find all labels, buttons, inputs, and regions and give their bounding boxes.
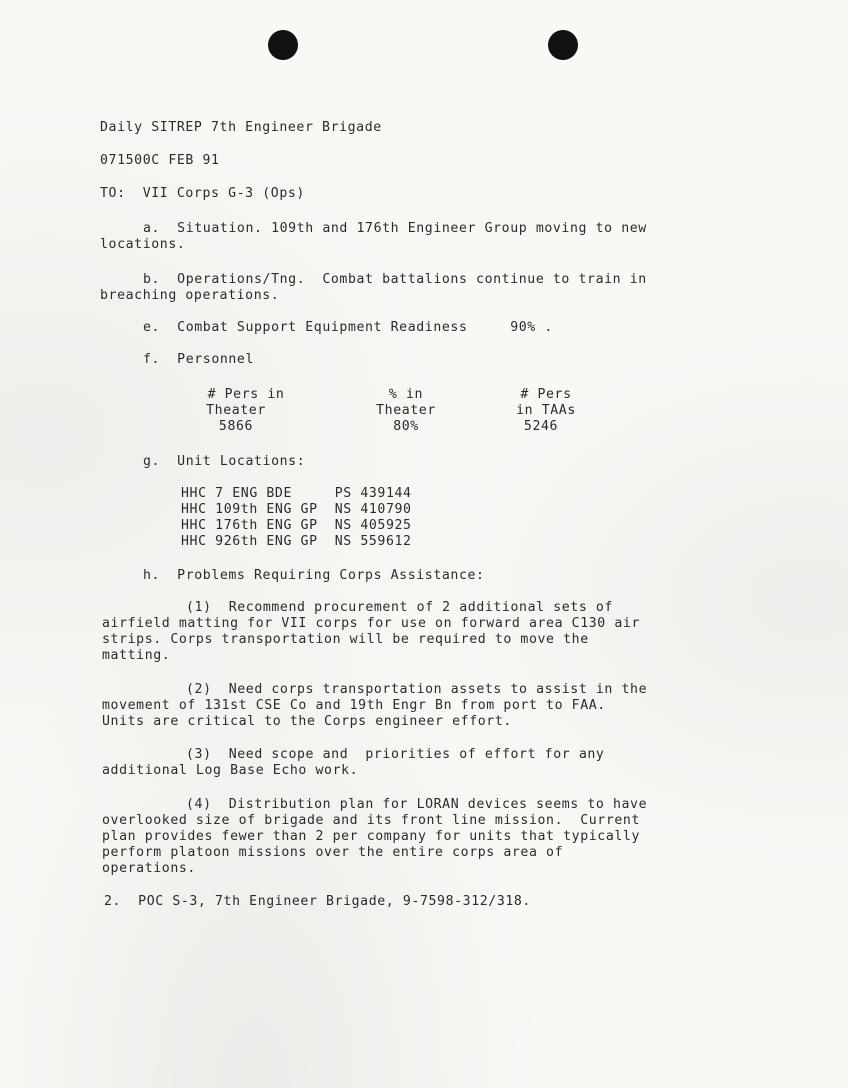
problem-4-line: (4) Distribution plan for LORAN devices seems to have: [186, 797, 648, 812]
personnel-heading: f. Personnel: [143, 352, 255, 367]
situation-line-2: locations.: [100, 237, 186, 252]
point-of-contact: 2. POC S-3, 7th Engineer Brigade, 9-7598-312/318.: [104, 894, 531, 909]
unit-locations-heading: g. Unit Locations:: [143, 454, 306, 469]
problem-1-line: airfield matting for VII corps for use on forward area C130 air: [102, 616, 640, 631]
col2-header-2: Theater: [376, 403, 436, 418]
problem-3-line: additional Log Base Echo work.: [102, 763, 359, 778]
col3-header-1: # Pers: [520, 387, 572, 402]
problem-2-line: (2) Need corps transportation assets to assist in the: [186, 682, 648, 697]
col1-header-2: Theater: [206, 403, 266, 418]
col1-header-1: # Pers in: [207, 387, 285, 402]
punch-hole-right: [548, 30, 578, 60]
problem-4-line: operations.: [102, 861, 196, 876]
problems-heading: h. Problems Requiring Corps Assistance:: [143, 568, 485, 583]
date-time-group: 071500C FEB 91: [100, 153, 220, 168]
problem-1-line: (1) Recommend procurement of 2 additional sets of: [186, 600, 613, 615]
document-title: Daily SITREP 7th Engineer Brigade: [100, 120, 382, 135]
problem-1-line: strips. Corps transportation will be required to move the: [102, 632, 589, 647]
col1-value: 5866: [218, 419, 254, 434]
punch-hole-left: [268, 30, 298, 60]
situation-line-1: a. Situation. 109th and 176th Engineer Group moving to new: [143, 221, 647, 236]
unit-location-row: HHC 926th ENG GP NS 559612: [181, 534, 412, 549]
problem-4-line: overlooked size of brigade and its front line mission. Current: [102, 813, 640, 828]
problem-1-line: matting.: [102, 648, 171, 663]
unit-location-row: HHC 176th ENG GP NS 405925: [181, 518, 412, 533]
problem-4-line: plan provides fewer than 2 per company for units that typically: [102, 829, 640, 844]
col3-header-2: in TAAs: [516, 403, 576, 418]
problem-3-line: (3) Need scope and priorities of effort for any: [186, 747, 605, 762]
unit-location-row: HHC 7 ENG BDE PS 439144: [181, 486, 412, 501]
addressee: TO: VII Corps G-3 (Ops): [100, 186, 305, 201]
col2-header-1: % in: [388, 387, 424, 402]
col3-value: 5246: [523, 419, 559, 434]
equipment-readiness: e. Combat Support Equipment Readiness 90% .: [143, 320, 553, 335]
problem-4-line: perform platoon missions over the entire corps area of: [102, 845, 564, 860]
problem-2-line: Units are critical to the Corps engineer effort.: [102, 714, 512, 729]
operations-line-1: b. Operations/Tng. Combat battalions continue to train in: [143, 272, 647, 287]
col2-value: 80%: [393, 419, 419, 434]
operations-line-2: breaching operations.: [100, 288, 280, 303]
unit-location-row: HHC 109th ENG GP NS 410790: [181, 502, 412, 517]
problem-2-line: movement of 131st CSE Co and 19th Engr Bn from port to FAA.: [102, 698, 606, 713]
